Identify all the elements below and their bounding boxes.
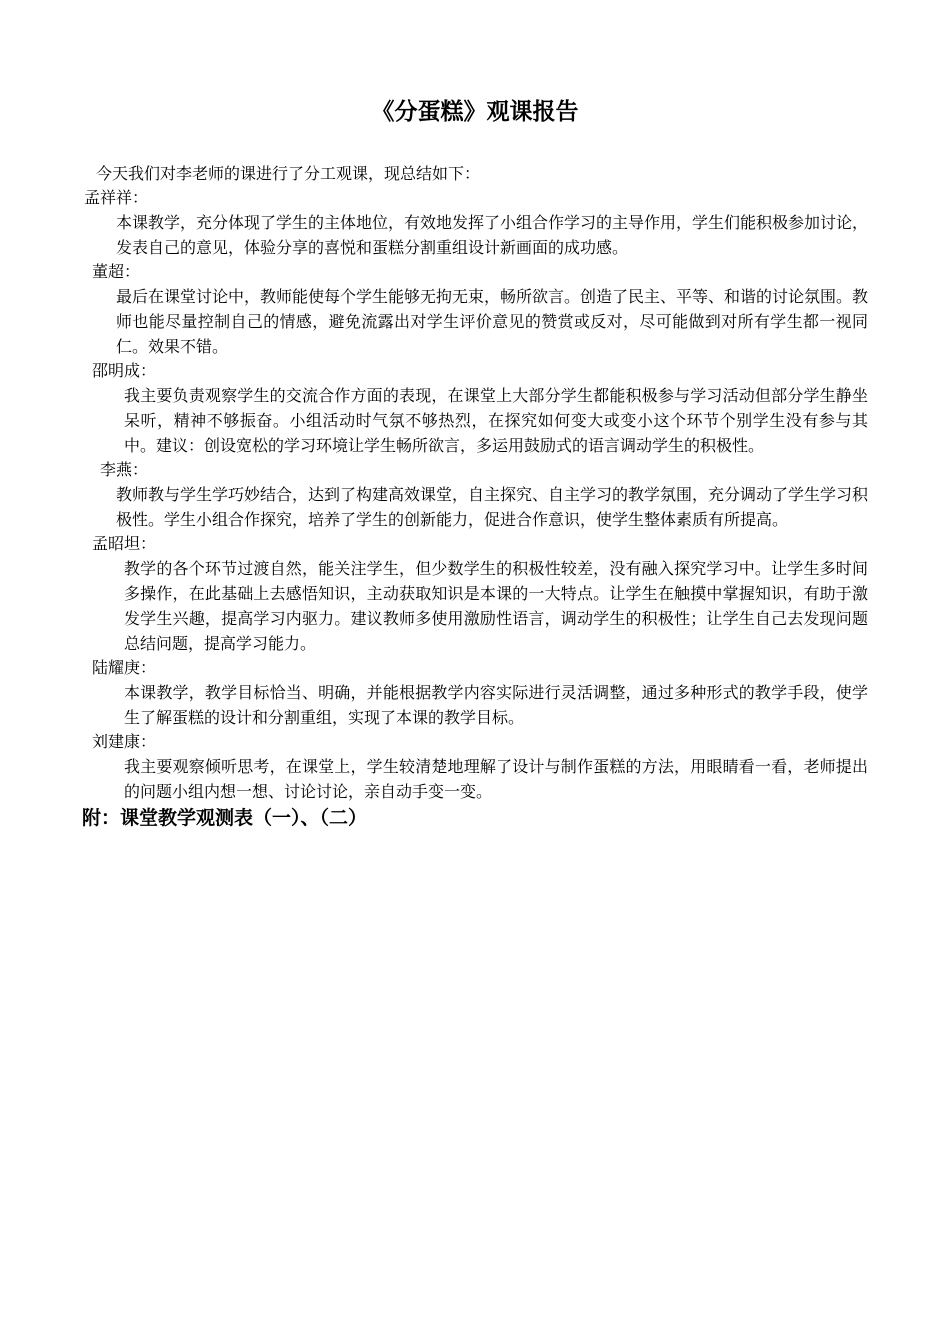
observer-comment: 最后在课堂讨论中，教师能使每个学生能够无拘无束，畅所欲言。创造了民主、平等、和谐的讨论氛围。教师也能尽量控制自己的情感，避免流露出对学生评价意见的赞赏或反对，尽可能做到对所有学生都一视同仁。效果不错。: [116, 287, 869, 356]
observer-comment: 教师教与学生学巧妙结合，达到了构建高效课堂，自主探究、自主学习的教学氛围，充分调动了学生学习积极性。学生小组合作探究，培养了学生的创新能力，促进合作意识，使学生整体素质有所提高。: [116, 485, 869, 529]
observer-section: [0, 656, 950, 730]
observer-section: [0, 260, 950, 359]
observer-comment: 本课教学，充分体现了学生的主体地位，有效地发挥了小组合作学习的主导作用，学生们能积极参加讨论，发表自己的意见，体验分享的喜悦和蛋糕分割重组设计新画面的成功感。: [116, 213, 869, 257]
appendix-heading: 附：课堂教学观测表（一）、（二）: [82, 807, 368, 829]
observer-section: [0, 730, 950, 804]
observer-section: [0, 186, 950, 260]
observer-name: 孟昭坦：: [92, 534, 157, 553]
observer-name: 陆耀庚：: [92, 658, 157, 677]
observer-name: 刘建康：: [92, 732, 157, 751]
observer-section: [0, 532, 950, 656]
observer-name: 董超：: [92, 262, 141, 281]
intro-paragraph: 今天我们对李老师的课进行了分工观课，现总结如下：: [96, 164, 481, 183]
observer-name: 孟祥祥：: [84, 188, 149, 207]
document-title: 《分蛋糕》观课报告: [371, 99, 579, 125]
observer-comment: 教学的各个环节过渡自然，能关注学生，但少数学生的积极性较差，没有融入探究学习中。让学生多时间多操作，在此基础上去感悟知识，主动获取知识是本课的一大特点。让学生在触摸中掌握知识，有助于激发学生兴趣，提高学习内驱力。建议教师多使用激励性语言，调动学生的积极性；让学生自己去发现问题总结问题，提高学习能力。: [124, 559, 868, 653]
observer-section: [0, 458, 950, 532]
observation-sections: [0, 186, 950, 832]
observer-section: [0, 359, 950, 458]
observer-name: 李燕：: [100, 460, 149, 479]
observer-comment: 我主要负责观察学生的交流合作方面的表现，在课堂上大部分学生都能积极参与学习活动但部分学生静坐呆听，精神不够振奋。小组活动时气氛不够热烈，在探究如何变大或变小这个环节个别学生没有参与其中。建议：创设宽松的学习环境让学生畅所欲言，多运用鼓励式的语言调动学生的积极性。: [124, 386, 868, 455]
observer-comment: 本课教学，教学目标恰当、明确，并能根据教学内容实际进行灵活调整，通过多种形式的教学手段，使学生了解蛋糕的设计和分割重组，实现了本课的教学目标。: [124, 683, 868, 727]
observer-comment: 我主要观察倾听思考，在课堂上，学生较清楚地理解了设计与制作蛋糕的方法，用眼睛看一看，老师提出的问题小组内想一想、讨论讨论，亲自动手变一变。: [124, 757, 868, 801]
observer-name: 邵明成：: [92, 361, 157, 380]
